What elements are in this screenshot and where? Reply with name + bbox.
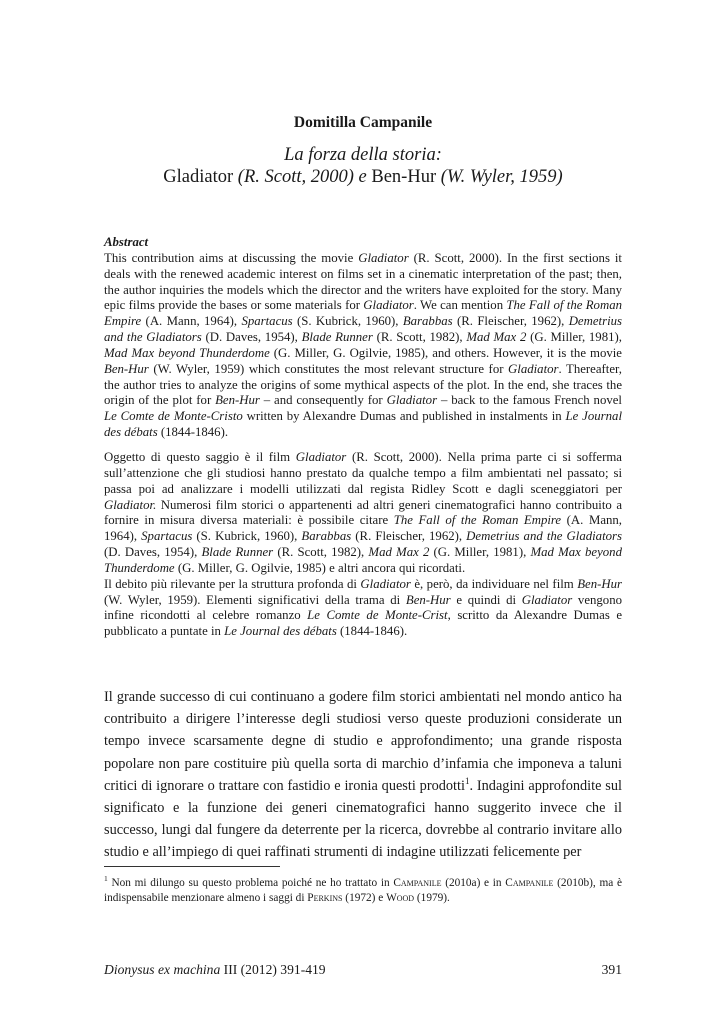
italic-run: Demetrius and the Gladiators <box>104 314 622 345</box>
italic-run: Gladiator <box>295 450 347 464</box>
italic-run: Ben-Hur <box>215 393 260 408</box>
italic-run: Gladiator <box>360 576 411 591</box>
italic-run: Barabbas <box>402 314 453 329</box>
italic-run: Ben-Hur <box>405 592 451 607</box>
italic-run: Gladiator <box>358 250 409 265</box>
italic-run: Mad Max 2 <box>368 545 430 560</box>
italic-run: Le Journal des débats <box>104 409 622 440</box>
title-film2: Ben-Hur <box>371 167 437 187</box>
italic-run: Blade Runner <box>201 545 274 560</box>
summary-paragraph-2: Il debito più rilevante per la struttura profonda di Gladiator è, però, da individuare nel film Ben-Hur (W. Wyler, 1959). Elementi significativi della trama di Ben-Hur e quindi di Gladiator vengono infine ricondotti al celebre romanzo Le Comte de Monte-Crist, scritto da Alexandre Dumas e pubblicato a puntate in Le Journal des débats (1844-1846). <box>104 576 622 639</box>
italic-run: Le Comte de Monte-Crist <box>307 608 448 623</box>
abstract-section <box>104 235 622 441</box>
italic-run: Spartacus <box>241 314 293 329</box>
italic-run: Gladiator <box>386 393 438 408</box>
footnote-separator <box>104 866 280 867</box>
italic-run: Blade Runner <box>301 330 373 345</box>
italic-run: Le Journal des débats <box>224 624 337 639</box>
title-film1: Gladiator <box>163 167 234 187</box>
italic-run: Spartacus <box>141 529 193 544</box>
italic-run: Mad Max 2 <box>466 330 527 345</box>
small-caps-run: Perkins <box>307 891 343 904</box>
footnote-marker: 1 <box>464 776 470 787</box>
footnote-marker: 1 <box>104 874 108 883</box>
italic-run: Ben-Hur <box>104 361 149 376</box>
small-caps-run: Campanile <box>393 876 442 889</box>
page-number: 391 <box>601 962 622 977</box>
italic-run: Le Comte de Monte-Cristo <box>104 409 243 424</box>
italic-run: Mad Max beyond Thunderdome <box>104 545 622 575</box>
article-title-line2 <box>104 167 622 188</box>
article-page <box>104 0 622 1024</box>
article-title-line1: La forza della storia: <box>284 145 442 165</box>
title-film1-info: (R. Scott, 2000) e <box>233 167 372 187</box>
italic-run: Mad Max beyond Thunderdome <box>104 345 270 360</box>
italic-run: Demetrius and the Gladiators <box>466 529 622 544</box>
italic-run: The Fall of the Roman Empire <box>104 298 622 329</box>
italic-run: Gladiator <box>521 592 573 607</box>
body-paragraph: Il grande successo di cui continuano a godere film storici ambientati nel mondo antico ha contribuito a dirigere l’interesse degli studiosi verso queste produzioni considerate un tempo invece scarsamente degne di studio e approfondimento; una grande risposta popolare non pare costituire più quella sorta di marchio d’infamia che imponeva a taluni critici di ignorare o trattare con fastidio e ironia questi prodotti$^1$. Indagini approfondite sul significato e la funzione dei generi cinematografici hanno suggerito invece che il successo, lungi dal fungere da deterrente per la ricerca, dovrebbe al contrario invitare allo studio e all’impiego di quei raffinati strumenti di indagine utilizzati felicemente per <box>104 689 622 861</box>
small-caps-run: Wood <box>386 891 415 904</box>
abstract-text: This contribution aims at discussing the movie Gladiator (R. Scott, 2000). In the first sections it deals with the renewed academic interest on films set in a cinematic interpretation of the past; then, the author inquiries the models which the director and the writers have exploited for the story. Many epic films provide the bases or some materials for Gladiator. We can mention The Fall of the Roman Empire (A. Mann, 1964), Spartacus (S. Kubrick, 1960), Barabbas (R. Fleischer, 1962), Demetrius and the Gladiators (D. Daves, 1954), Blade Runner (R. Scott, 1982), Mad Max 2 (G. Miller, 1981), Mad Max beyond Thunderdome (G. Miller, G. Ogilvie, 1985), and others. However, it is the movie Ben-Hur (W. Wyler, 1959) which constitutes the most relevant structure for Gladiator. Thereafter, the author tries to analyze the origins of some mythical aspects of the plot. In the end, she traces the origin of the plot for Ben-Hur – and consequently for Gladiator – back to the famous French novel Le Comte de Monte-Cristo written by Alexandre Dumas and published in instalments in Le Journal des débats (1844-1846). <box>104 250 622 440</box>
title-film2-info: (W. Wyler, 1959) <box>436 167 563 187</box>
italic-run: Gladiator <box>363 298 414 313</box>
italic-run: Gladiator <box>508 361 559 376</box>
abstract-heading: Abstract <box>104 235 149 249</box>
footnote-1: $^1$ Non mi dilungo su questo problema poiché ne ho trattato in Campanile (2010a) e in Campanile (2010b), ma è indispensabile menzionare almeno i saggi di Perkins (1972) e Wood (1979). <box>104 874 623 904</box>
small-caps-run: Campanile <box>505 876 554 889</box>
italic-run: Barabbas <box>301 529 352 544</box>
italic-run: Gladiator. <box>104 497 157 512</box>
italic-run: Ben-Hur <box>577 576 622 591</box>
body-text <box>104 686 622 864</box>
journal-volume-info: III (2012) 391-419 <box>220 962 326 977</box>
summary-paragraph-1: Oggetto di questo saggio è il film Gladiator (R. Scott, 2000). Nella prima parte ci si sofferma sull’attenzione che gli studiosi hanno prestato da qualche tempo a film ambientati nel passato; si passa poi ad analizzare i modelli utilizzati dal regista Ridley Scott e dagli sceneggiatori per Gladiator. Numerosi film storici o appartenenti ad altri generi cinematografici hanno contribuito a fornire in misura diversa materiali: è possibile citare The Fall of the Roman Empire (A. Mann, 1964), Spartacus (S. Kubrick, 1960), Barabbas (R. Fleischer, 1962), Demetrius and the Gladiators (D. Daves, 1954), Blade Runner (R. Scott, 1982), Mad Max 2 (G. Miller, 1981), Mad Max beyond Thunderdome (G. Miller, G. Ogilvie, 1985) e altri ancora qui ricordati. <box>104 450 622 575</box>
italian-summary <box>104 450 622 640</box>
author-name: Domitilla Campanile <box>293 114 433 131</box>
journal-name: Dionysus ex machina <box>104 962 221 977</box>
italic-run: The Fall of the Roman Empire <box>393 513 562 528</box>
running-footer <box>104 962 622 978</box>
